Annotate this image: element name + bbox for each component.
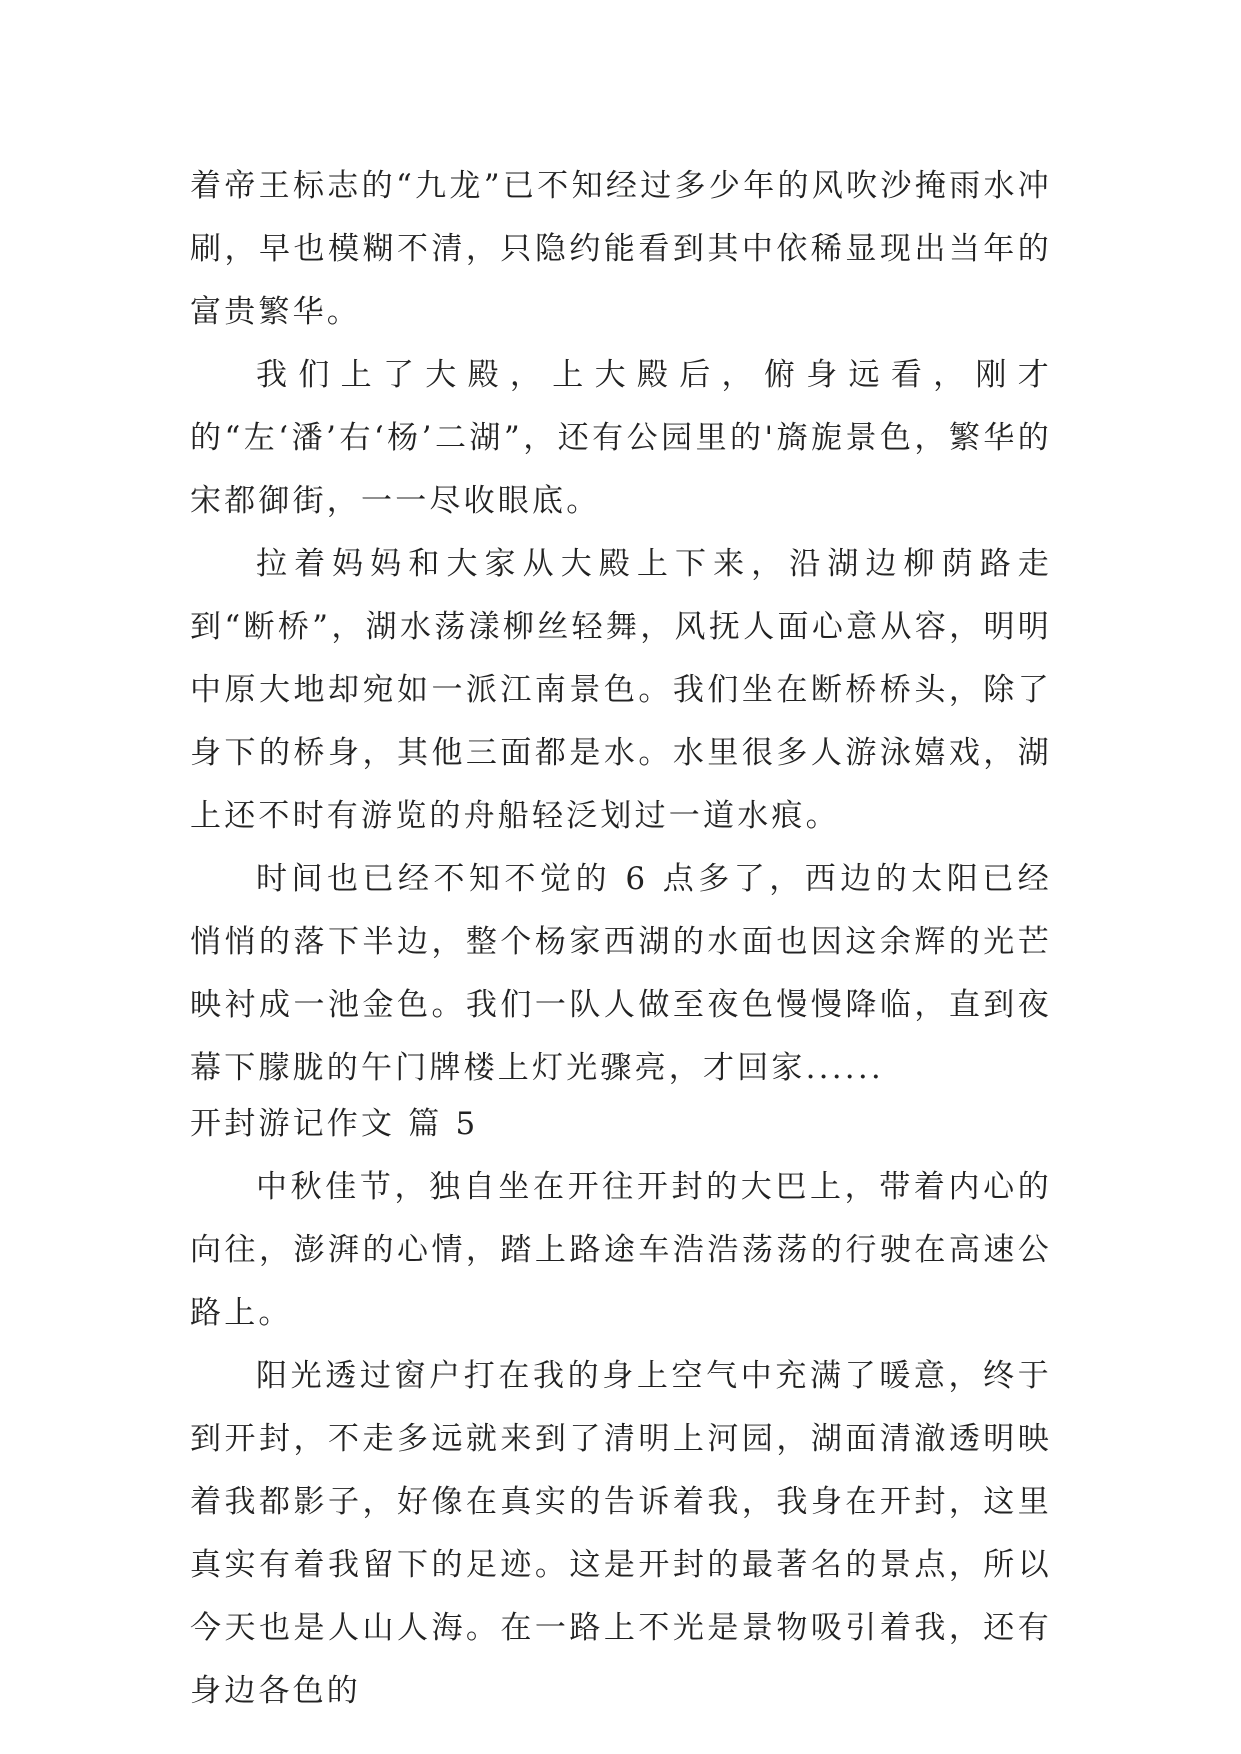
paragraph: 我们上了大殿，上大殿后，俯身远看，刚才的“左‘潘’右‘杨’二湖”，还有公园里的'旖旎景色，繁华的宋都御街，一一尽收眼底。 — [190, 357, 1052, 519]
section-heading: 开封游记作文 篇 5 — [190, 1106, 479, 1142]
paragraph: 中秋佳节，独自坐在开往开封的大巴上，带着内心的向往，澎湃的心情，踏上路途车浩浩荡荡的行驶在高速公路上。 — [190, 1169, 1052, 1331]
paragraph-continuation: 着帝王标志的“九龙”已不知经过多少年的风吹沙掩雨水冲刷，早也模糊不清，只隐约能看到其中依稀显现出当年的富贵繁华。 — [190, 168, 1052, 330]
paragraph: 阳光透过窗户打在我的身上空气中充满了暖意，终于到开封，不走多远就来到了清明上河园，湖面清澈透明映着我都影子，好像在真实的告诉着我，我身在开封，这里真实有着我留下的足迹。这是开封的最著名的景点，所以今天也是人山人海。在一路上不光是景物吸引着我，还有身边各色的 — [190, 1358, 1052, 1709]
section-two-body — [190, 1093, 1052, 1723]
section-one-body — [190, 155, 1052, 1100]
paragraph: 时间也已经不知不觉的 6 点多了，西边的太阳已经悄悄的落下半边，整个杨家西湖的水面也因这余辉的光芒映衬成一池金色。我们一队人做至夜色慢慢降临，直到夜幕下朦胧的午门牌楼上灯光骤亮，才回家...... — [190, 861, 1052, 1086]
paragraph: 拉着妈妈和大家从大殿上下来，沿湖边柳荫路走到“断桥”，湖水荡漾柳丝轻舞，风抚人面心意从容，明明中原大地却宛如一派江南景色。我们坐在断桥桥头，除了身下的桥身，其他三面都是水。水里很多人游泳嬉戏，湖上还不时有游览的舟船轻泛划过一道水痕。 — [190, 546, 1052, 834]
